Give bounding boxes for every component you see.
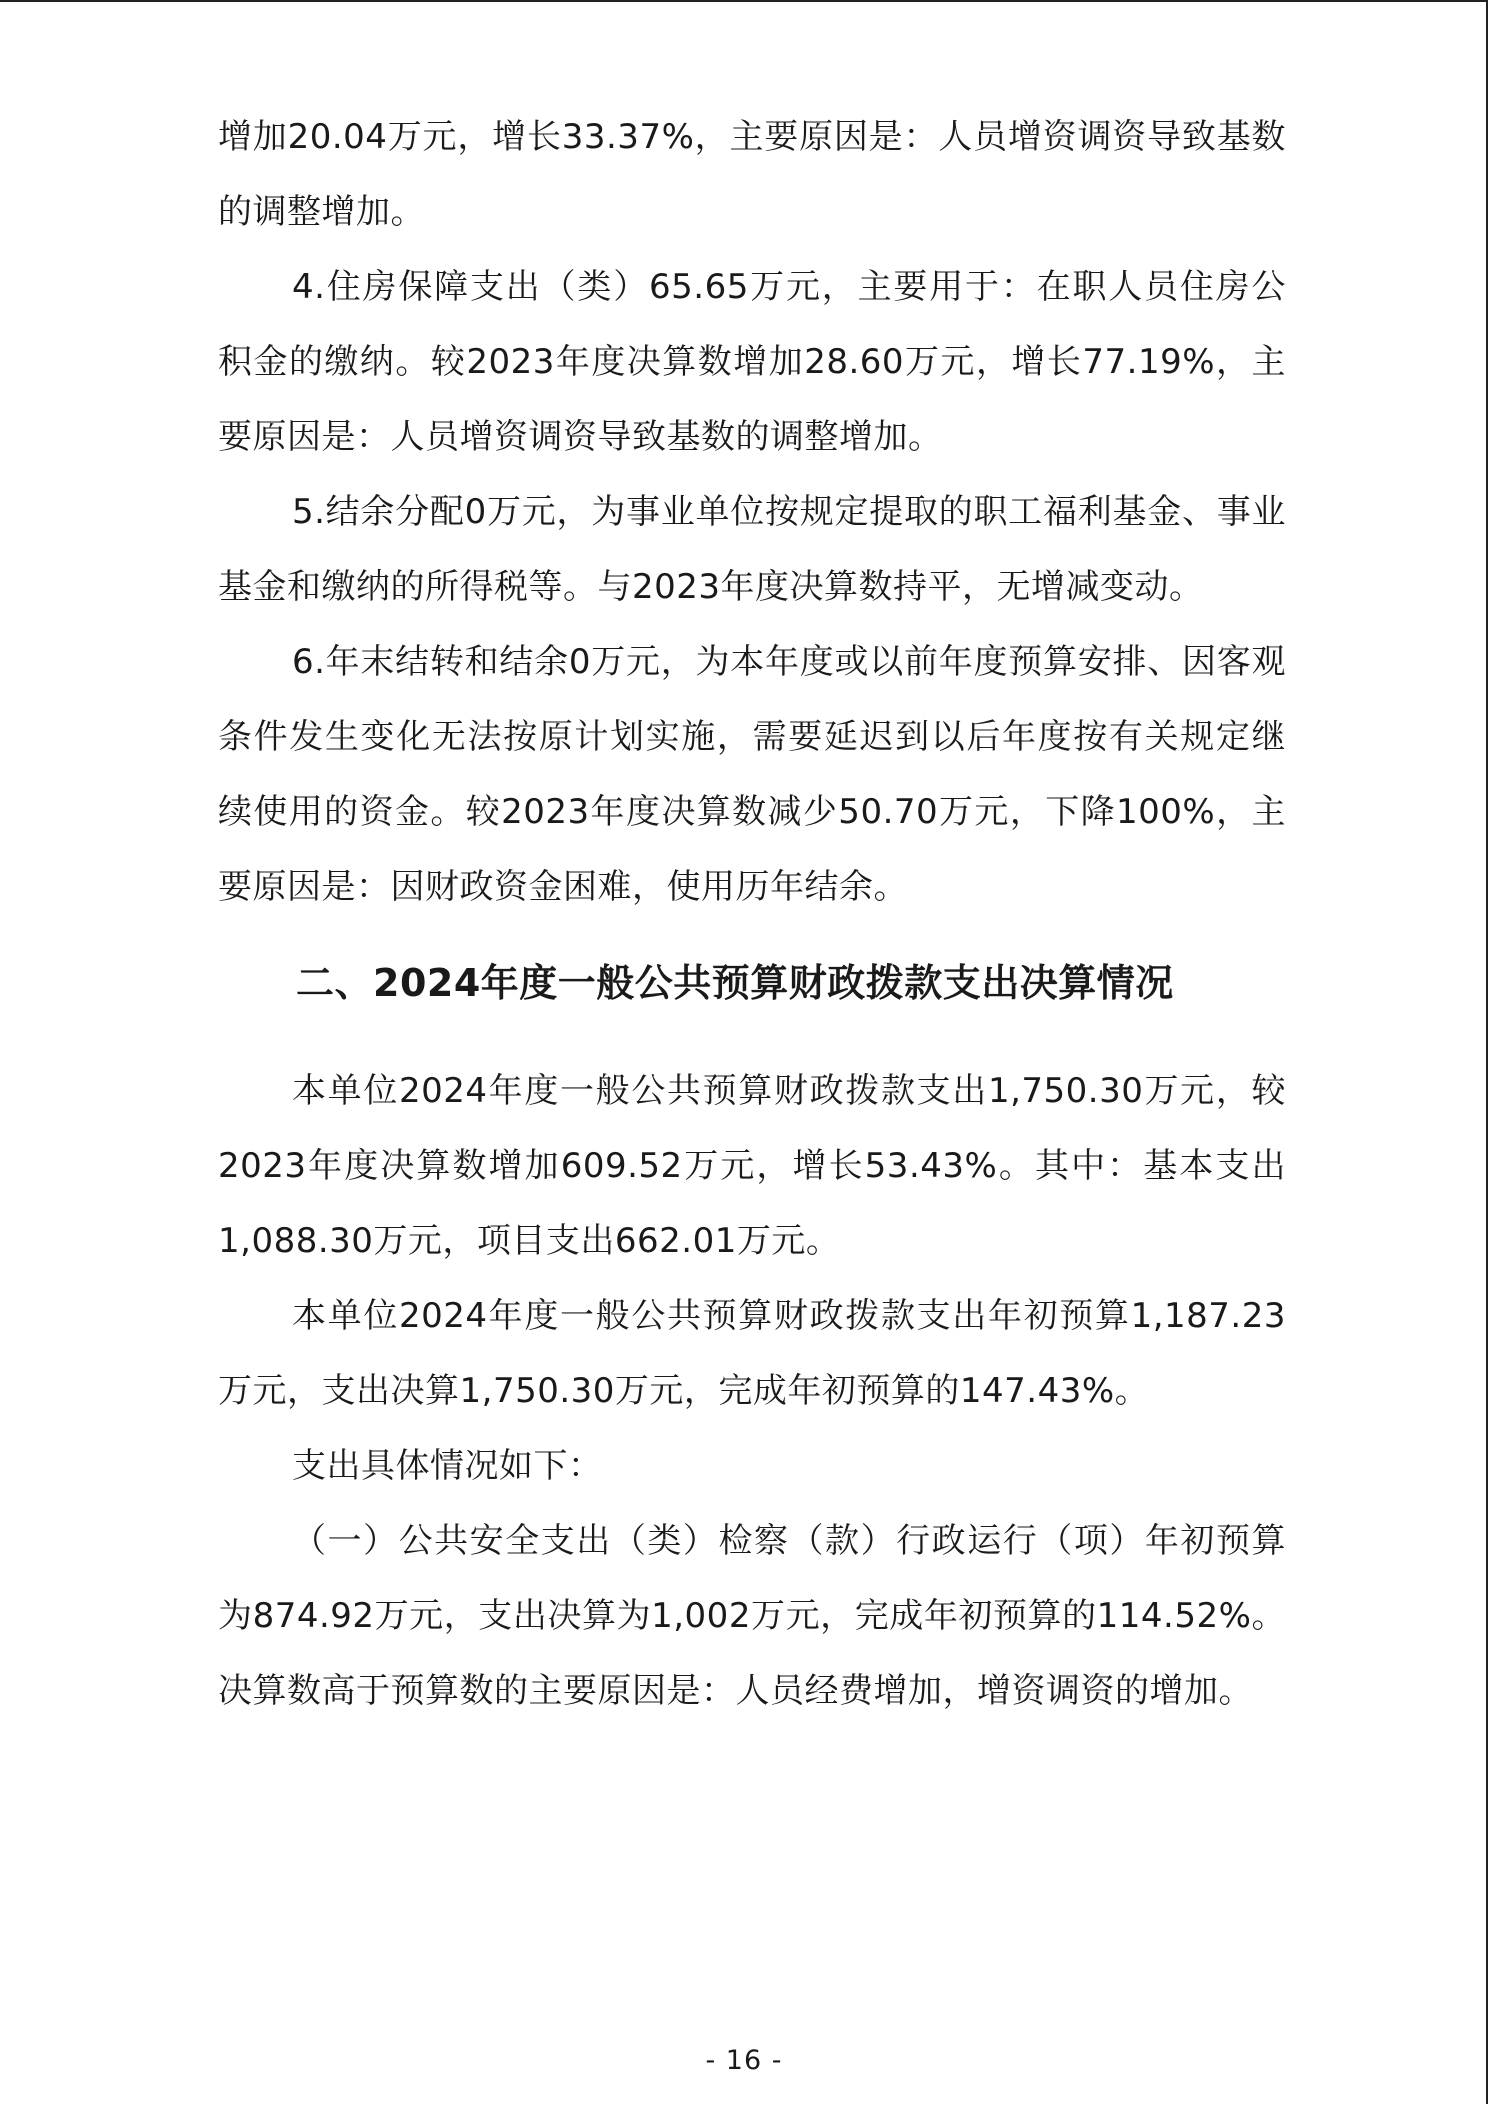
paragraph-housing-expenditure: 4.住房保障支出（类）65.65万元，主要用于：在职人员住房公积金的缴纳。较2023年度决算数增加28.60万元，增长77.19%，主要原因是：人员增资调资导致基数的调整增加。 — [218, 267, 1286, 457]
page-number: - 16 - — [705, 2045, 783, 2076]
paragraph-continuation: 增加20.04万元，增长33.37%，主要原因是：人员增资调资导致基数的调整增加。 — [218, 117, 1286, 232]
paragraph-total-expenditure: 本单位2024年度一般公共预算财政拨款支出1,750.30万元，较2023年度决算数增加609.52万元，增长53.43%。其中：基本支出1,088.30万元，项目支出662.01万元。 — [218, 1071, 1286, 1261]
paragraph-surplus-distribution: 5.结余分配0万元，为事业单位按规定提取的职工福利基金、事业基金和缴纳的所得税等。与2023年度决算数持平，无增减变动。 — [218, 492, 1286, 607]
paragraph-public-security-expenditure: （一）公共安全支出（类）检察（款）行政运行（项）年初预算为874.92万元，支出决算为1,002万元，完成年初预算的114.52%。决算数高于预算数的主要原因是：人员经费增加，增资调资的增加。 — [218, 1521, 1286, 1711]
paragraph-budget-completion: 本单位2024年度一般公共预算财政拨款支出年初预算1,187.23万元，支出决算1,750.30万元，完成年初预算的147.43%。 — [218, 1296, 1286, 1411]
paragraph-detail-intro: 支出具体情况如下： — [292, 1446, 603, 1486]
section-heading: 二、2024年度一般公共预算财政拨款支出决算情况 — [296, 961, 1174, 1005]
document-body — [218, 100, 1286, 1729]
paragraph-year-end-carryover: 6.年末结转和结余0万元，为本年度或以前年度预算安排、因客观条件发生变化无法按原计划实施，需要延迟到以后年度按有关规定继续使用的资金。较2023年度决算数减少50.70万元，下降100%，主要原因是：因财政资金困难，使用历年结余。 — [218, 642, 1286, 907]
